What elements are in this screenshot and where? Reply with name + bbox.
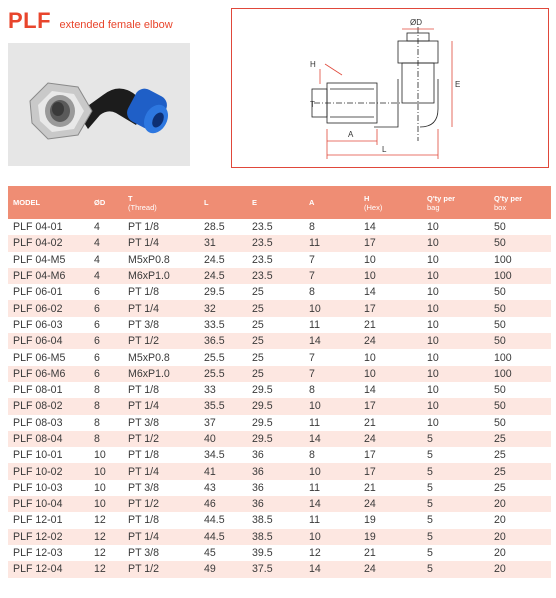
table-cell: 19 [359,529,422,545]
l-label: L [382,145,387,154]
table-cell: 5 [422,447,489,463]
table-cell: 23.5 [247,219,304,235]
table-cell: 25 [247,317,304,333]
table-cell: 14 [304,333,359,349]
table-cell: 10 [422,300,489,316]
table-cell: 20 [489,496,551,512]
table-cell: PLF 06-M6 [8,366,89,382]
column-header-label: H [364,193,370,203]
table-cell: 25 [247,366,304,382]
table-cell: PLF 04-01 [8,219,89,235]
t-label: T [310,100,315,109]
table-cell: 14 [304,496,359,512]
table-cell: 24.5 [199,252,247,268]
table-cell: 10 [359,349,422,365]
table-cell: 12 [89,545,123,561]
table-cell: 8 [89,382,123,398]
table-cell: PT 1/8 [123,219,199,235]
table-cell: 12 [89,529,123,545]
column-header-sub: (Hex) [364,202,383,212]
table-cell: 36 [247,463,304,479]
table-cell: 10 [304,300,359,316]
table-cell: 4 [89,252,123,268]
table-cell: 20 [489,512,551,528]
table-cell: 34.5 [199,447,247,463]
table-cell: 7 [304,366,359,382]
table-cell: 6 [89,366,123,382]
table-cell: 36 [247,496,304,512]
table-cell: 4 [89,268,123,284]
table-cell: 12 [304,545,359,561]
table-cell: 24.5 [199,268,247,284]
table-cell: 50 [489,284,551,300]
table-row [8,463,551,479]
table-row [8,252,551,268]
table-cell: PT 1/8 [123,284,199,300]
column-header [89,186,123,219]
table-cell: 36 [247,447,304,463]
table-cell: 11 [304,512,359,528]
table-row [8,480,551,496]
table-cell: 10 [89,463,123,479]
column-header [489,186,551,219]
table-cell: 41 [199,463,247,479]
table-cell: PLF 06-M5 [8,349,89,365]
table-cell: 50 [489,382,551,398]
od-label: ØD [410,18,422,27]
table-row [8,529,551,545]
column-header-label: Q'ty per [427,193,456,203]
column-header [304,186,359,219]
table-cell: PLF 12-04 [8,561,89,577]
column-header-label: E [252,198,258,207]
table-cell: 10 [304,463,359,479]
table-row [8,496,551,512]
table-cell: 6 [89,317,123,333]
table-cell: PLF 06-03 [8,317,89,333]
column-header-label: T [128,193,133,203]
table-cell: 44.5 [199,512,247,528]
table-cell: 25.5 [199,366,247,382]
table-cell: 4 [89,235,123,251]
elbow-fitting-image [8,43,190,166]
table-cell: 28.5 [199,219,247,235]
table-row [8,349,551,365]
table-cell: 24 [359,431,422,447]
table-cell: 44.5 [199,529,247,545]
table-cell: PT 3/8 [123,480,199,496]
table-cell: 4 [89,219,123,235]
table-cell: 36.5 [199,333,247,349]
table-cell: 50 [489,235,551,251]
table-cell: 25 [489,480,551,496]
table-cell: 20 [489,545,551,561]
table-row [8,561,551,577]
column-header [199,186,247,219]
table-cell: 10 [304,398,359,414]
table-cell: 45 [199,545,247,561]
table-cell: 10 [422,366,489,382]
table-cell: 10 [422,268,489,284]
table-cell: 11 [304,235,359,251]
table-cell: 25 [247,300,304,316]
table-cell: 33.5 [199,317,247,333]
product-code: PLF [8,8,52,33]
table-cell: 5 [422,561,489,577]
table-row [8,447,551,463]
table-cell: 14 [304,431,359,447]
table-row [8,415,551,431]
table-cell: PLF 08-01 [8,382,89,398]
table-cell: PT 3/8 [123,415,199,431]
table-cell: 33 [199,382,247,398]
table-cell: 100 [489,268,551,284]
table-cell: 25 [489,447,551,463]
table-body [8,219,551,578]
column-header [123,186,199,219]
table-cell: 14 [359,219,422,235]
table-row [8,300,551,316]
table-cell: 29.5 [247,431,304,447]
table-cell: 23.5 [247,252,304,268]
table-cell: 10 [422,349,489,365]
table-cell: 50 [489,415,551,431]
table-cell: 17 [359,398,422,414]
table-cell: 10 [89,480,123,496]
table-cell: 29.5 [199,284,247,300]
table-cell: 5 [422,529,489,545]
column-header-sub: bag [427,202,440,212]
table-cell: 8 [89,398,123,414]
column-header-label: MODEL [13,198,41,207]
table-cell: 10 [422,415,489,431]
table-cell: M6xP1.0 [123,366,199,382]
table-cell: 19 [359,512,422,528]
table-cell: PT 1/2 [123,333,199,349]
table-cell: 10 [422,284,489,300]
table-row [8,219,551,235]
table-cell: M5xP0.8 [123,349,199,365]
table-cell: PT 1/2 [123,496,199,512]
table-cell: PLF 04-M6 [8,268,89,284]
table-cell: 20 [489,529,551,545]
table-cell: 5 [422,431,489,447]
table-cell: 43 [199,480,247,496]
table-cell: 5 [422,512,489,528]
table-row [8,268,551,284]
table-cell: 7 [304,349,359,365]
table-cell: PLF 06-01 [8,284,89,300]
table-row [8,431,551,447]
table-cell: 37 [199,415,247,431]
table-cell: PT 1/2 [123,431,199,447]
table-cell: 14 [304,561,359,577]
table-cell: 20 [489,561,551,577]
table-cell: 40 [199,431,247,447]
table-cell: PT 1/8 [123,512,199,528]
table-header-row [8,186,551,219]
table-cell: M5xP0.8 [123,252,199,268]
table-cell: 23.5 [247,268,304,284]
e-label: E [455,80,461,89]
table-cell: PLF 04-02 [8,235,89,251]
table-row [8,382,551,398]
table-cell: 29.5 [247,382,304,398]
table-cell: 10 [359,252,422,268]
table-cell: 21 [359,317,422,333]
column-header-sub: box [494,202,507,212]
table-cell: 12 [89,512,123,528]
table-row [8,235,551,251]
table-cell: 14 [359,284,422,300]
table-cell: 25 [247,349,304,365]
table-cell: PLF 08-04 [8,431,89,447]
table-cell: 37.5 [247,561,304,577]
table-cell: 6 [89,333,123,349]
table-cell: 29.5 [247,398,304,414]
table-cell: PT 1/4 [123,300,199,316]
table-cell: 23.5 [247,235,304,251]
table-cell: 35.5 [199,398,247,414]
table-cell: PT 1/4 [123,235,199,251]
table-cell: 7 [304,252,359,268]
table-cell: 25 [489,463,551,479]
table-cell: 24 [359,561,422,577]
technical-drawing [231,8,549,168]
table-cell: PT 1/4 [123,529,199,545]
table-cell: 8 [89,415,123,431]
column-header [359,186,422,219]
table-cell: 7 [304,268,359,284]
table-cell: 10 [422,382,489,398]
table-cell: 8 [304,382,359,398]
table-cell: 32 [199,300,247,316]
table-cell: PT 1/4 [123,398,199,414]
table-cell: 11 [304,317,359,333]
column-header-label: A [309,198,315,207]
table-cell: PLF 10-01 [8,447,89,463]
table-cell: 25.5 [199,349,247,365]
table-cell: 5 [422,463,489,479]
column-header-label: Q'ty per [494,193,523,203]
table-cell: 21 [359,545,422,561]
table-cell: PLF 12-02 [8,529,89,545]
table-cell: 8 [304,219,359,235]
table-cell: 100 [489,252,551,268]
table-cell: 24 [359,333,422,349]
table-cell: 100 [489,349,551,365]
table-cell: PLF 04-M5 [8,252,89,268]
table-cell: 46 [199,496,247,512]
table-cell: 50 [489,333,551,349]
spec-table [8,186,551,578]
table-cell: 11 [304,415,359,431]
column-header-sub: (Thread) [128,202,157,212]
table-cell: 10 [359,366,422,382]
column-header-label: ØD [94,198,106,207]
table-row [8,545,551,561]
table-cell: PLF 12-01 [8,512,89,528]
table-cell: 5 [422,480,489,496]
table-cell: 21 [359,415,422,431]
table-cell: 8 [89,431,123,447]
table-cell: 10 [422,252,489,268]
table-cell: 6 [89,300,123,316]
table-cell: 17 [359,447,422,463]
h-label: H [310,60,316,69]
column-header-label: L [204,198,209,207]
table-cell: 5 [422,496,489,512]
column-header [422,186,489,219]
table-cell: PT 1/2 [123,561,199,577]
table-cell: 31 [199,235,247,251]
table-cell: 25 [247,284,304,300]
table-cell: PT 1/8 [123,382,199,398]
product-description: extended female elbow [59,19,173,31]
table-cell: PLF 12-03 [8,545,89,561]
table-cell: 50 [489,317,551,333]
table-cell: 50 [489,398,551,414]
table-cell: 10 [422,219,489,235]
table-cell: 8 [304,447,359,463]
table-cell: PLF 10-02 [8,463,89,479]
table-cell: 12 [89,561,123,577]
table-cell: 11 [304,480,359,496]
table-cell: 8 [304,284,359,300]
table-cell: PT 3/8 [123,317,199,333]
table-cell: 10 [89,447,123,463]
table-cell: 36 [247,480,304,496]
table-cell: 50 [489,300,551,316]
column-header [247,186,304,219]
product-photo [8,43,190,166]
table-cell: 10 [359,268,422,284]
a-label: A [348,130,354,139]
table-cell: PLF 08-02 [8,398,89,414]
table-cell: 38.5 [247,529,304,545]
table-cell: PLF 06-02 [8,300,89,316]
table-cell: PLF 06-04 [8,333,89,349]
table-cell: PT 3/8 [123,545,199,561]
table-row [8,398,551,414]
table-row [8,512,551,528]
table-cell: PT 1/8 [123,447,199,463]
table-cell: 10 [304,529,359,545]
table-cell: 24 [359,496,422,512]
table-cell: 17 [359,300,422,316]
table-cell: 14 [359,382,422,398]
table-row [8,284,551,300]
table-cell: 10 [422,333,489,349]
table-cell: 39.5 [247,545,304,561]
table-cell: 50 [489,219,551,235]
page-header [8,8,173,36]
table-cell: 21 [359,480,422,496]
dimension-diagram [232,9,550,169]
table-cell: 25 [247,333,304,349]
table-cell: 49 [199,561,247,577]
table-cell: 100 [489,366,551,382]
table-cell: 10 [422,317,489,333]
table-cell: 25 [489,431,551,447]
table-cell: PT 1/4 [123,463,199,479]
table-cell: 6 [89,284,123,300]
table-cell: 10 [422,235,489,251]
table-cell: 38.5 [247,512,304,528]
table-cell: PLF 10-04 [8,496,89,512]
table-row [8,317,551,333]
table-cell: 17 [359,235,422,251]
table-cell: PLF 10-03 [8,480,89,496]
table-cell: 5 [422,545,489,561]
table-row [8,333,551,349]
table-cell: M6xP1.0 [123,268,199,284]
table-cell: 17 [359,463,422,479]
table-cell: 6 [89,349,123,365]
table-cell: 10 [422,398,489,414]
table-cell: PLF 08-03 [8,415,89,431]
column-header [8,186,89,219]
table-cell: 29.5 [247,415,304,431]
table-cell: 10 [89,496,123,512]
table-row [8,366,551,382]
